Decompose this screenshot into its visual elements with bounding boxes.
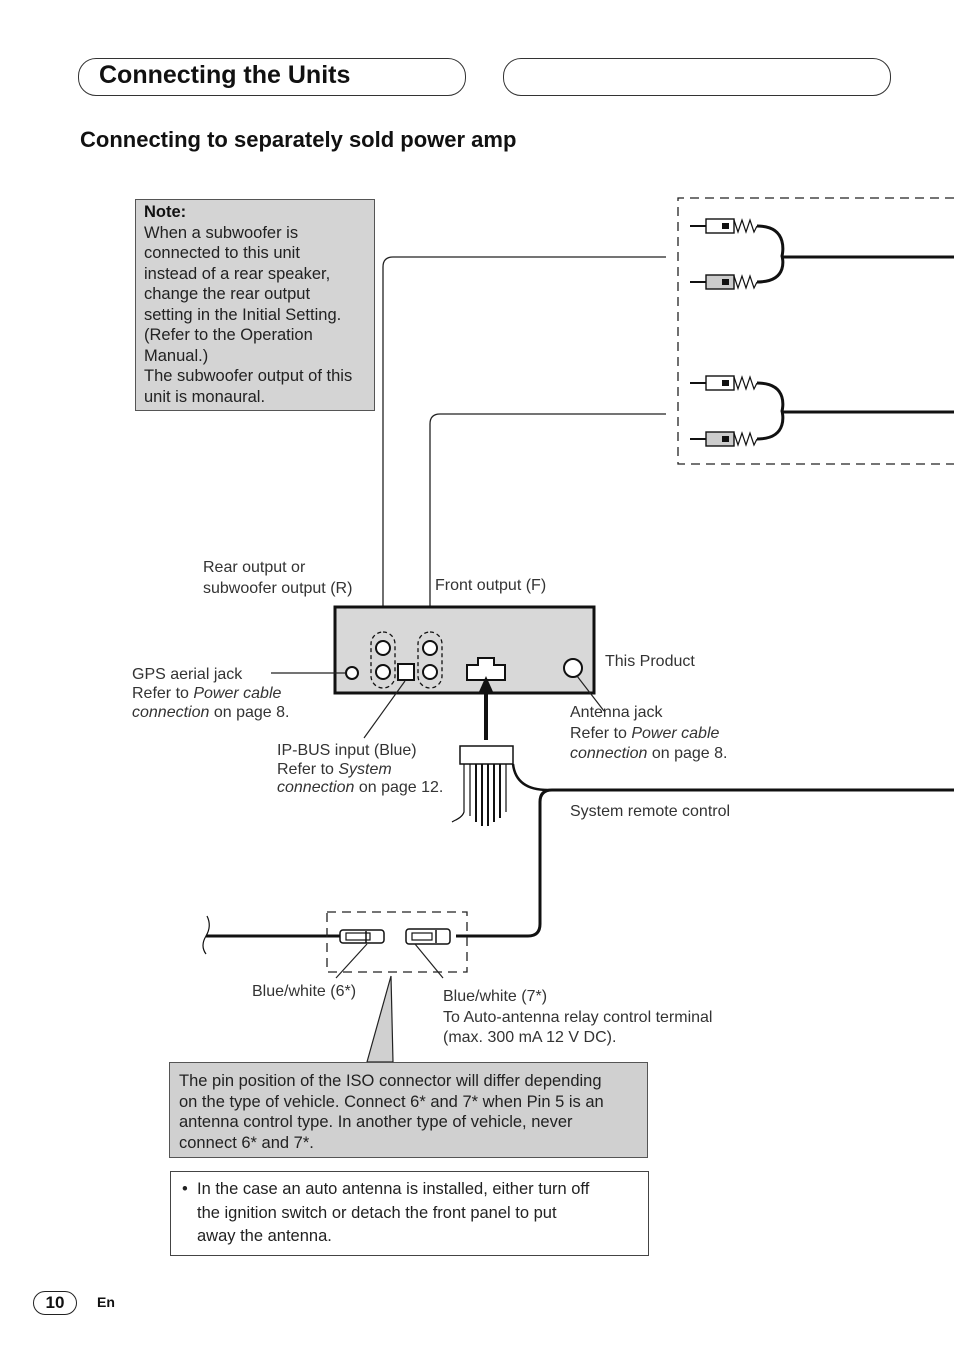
rear-output-label (203, 557, 352, 599)
gps-label-reference: connection (132, 704, 210, 721)
blue-white-6-label: Blue/white (6*) (252, 983, 357, 1000)
power-amp-dashed-box (678, 198, 954, 464)
rear-output-label-line: Rear output or (203, 559, 306, 576)
ipbus-label-reference: System (338, 760, 392, 778)
rca-plug-icon (690, 275, 757, 289)
pin-note-line: on the type of vehicle. Connect 6* and 7* when Pin 5 is an (179, 1092, 604, 1111)
pin-note-line: The pin position of the ISO connector will differ depending (179, 1072, 602, 1090)
rear-output-label-line: subwoofer output (R) (203, 580, 353, 597)
head-unit-rear-panel (335, 607, 594, 693)
antenna-label-line: Antenna jack (570, 704, 663, 721)
note-line: change the rear output (144, 285, 311, 303)
note-line: unit is monaural. (144, 387, 266, 406)
rca-plug-icon (690, 432, 757, 446)
section-title: Connecting the Units (99, 61, 351, 89)
ip-bus-input-label (277, 742, 443, 798)
ipbus-label-line: IP-BUS input (Blue) (277, 742, 417, 759)
subwoofer-note-box (135, 199, 375, 411)
ipbus-label-text: on page 12. (354, 779, 444, 796)
bw7-label-line: Blue/white (7*) (443, 988, 548, 1005)
note-heading: Note: (144, 203, 187, 221)
gps-label-text: on page 8. (209, 704, 290, 721)
antenna-label-reference: Power cable (631, 724, 720, 742)
gps-label-text: Refer to (132, 685, 194, 702)
rca-plug-icon (690, 376, 757, 390)
rca-cable-pair-lower (690, 376, 954, 446)
bullet-note-line: the ignition switch or detach the front panel to put (197, 1203, 557, 1222)
bullet-glyph: • (182, 1180, 188, 1198)
note-line: connected to this unit (144, 244, 300, 262)
pin-note-line: connect 6* and 7*. (179, 1133, 314, 1152)
antenna-jack-label (570, 703, 727, 765)
bullet-note-line: In the case an auto antenna is installed, either turn off (197, 1180, 590, 1198)
note-line: (Refer to the Operation (144, 326, 313, 344)
front-output-label: Front output (F) (435, 577, 547, 594)
male-spade-connector-icon (340, 930, 384, 943)
page-number: 10 (33, 1291, 77, 1315)
auto-antenna-note-box (170, 1171, 649, 1256)
note-line: instead of a rear speaker, (144, 264, 331, 283)
note-line: The subwoofer output of this (144, 367, 353, 385)
pin-note-line: antenna control type. In another type of vehicle, never (179, 1113, 573, 1131)
bullet-note-line: away the antenna. (197, 1227, 332, 1245)
antenna-label-text: on page 8. (647, 745, 728, 762)
note-line: When a subwoofer is (144, 223, 299, 242)
note-line: Manual.) (144, 346, 209, 365)
ipbus-label-text: Refer to (277, 760, 339, 778)
language-code: En (97, 1294, 115, 1310)
front-output-cable (430, 414, 666, 636)
rca-cable-pair-upper (690, 219, 954, 289)
ipbus-label-reference: connection (277, 779, 355, 796)
blue-white-7-label (443, 987, 712, 1049)
gps-aerial-jack-label (132, 665, 289, 722)
iso-pin-note-box (169, 1062, 648, 1158)
bw7-label-line: To Auto-antenna relay control terminal (443, 1008, 713, 1026)
female-spade-connector-icon (406, 929, 450, 944)
antenna-label-text: Refer to (570, 724, 632, 742)
this-product-label: This Product (605, 653, 695, 670)
gps-label-line: GPS aerial jack (132, 666, 243, 683)
page-subtitle: Connecting to separately sold power amp (80, 127, 517, 152)
bw7-label-line: (max. 300 mA 12 V DC). (443, 1029, 617, 1046)
rca-plug-icon (690, 219, 757, 233)
gps-label-reference: Power cable (193, 685, 282, 702)
note-line: setting in the Initial Setting. (144, 305, 342, 324)
system-remote-control-label: System remote control (570, 803, 731, 820)
antenna-label-reference: connection (570, 745, 648, 762)
